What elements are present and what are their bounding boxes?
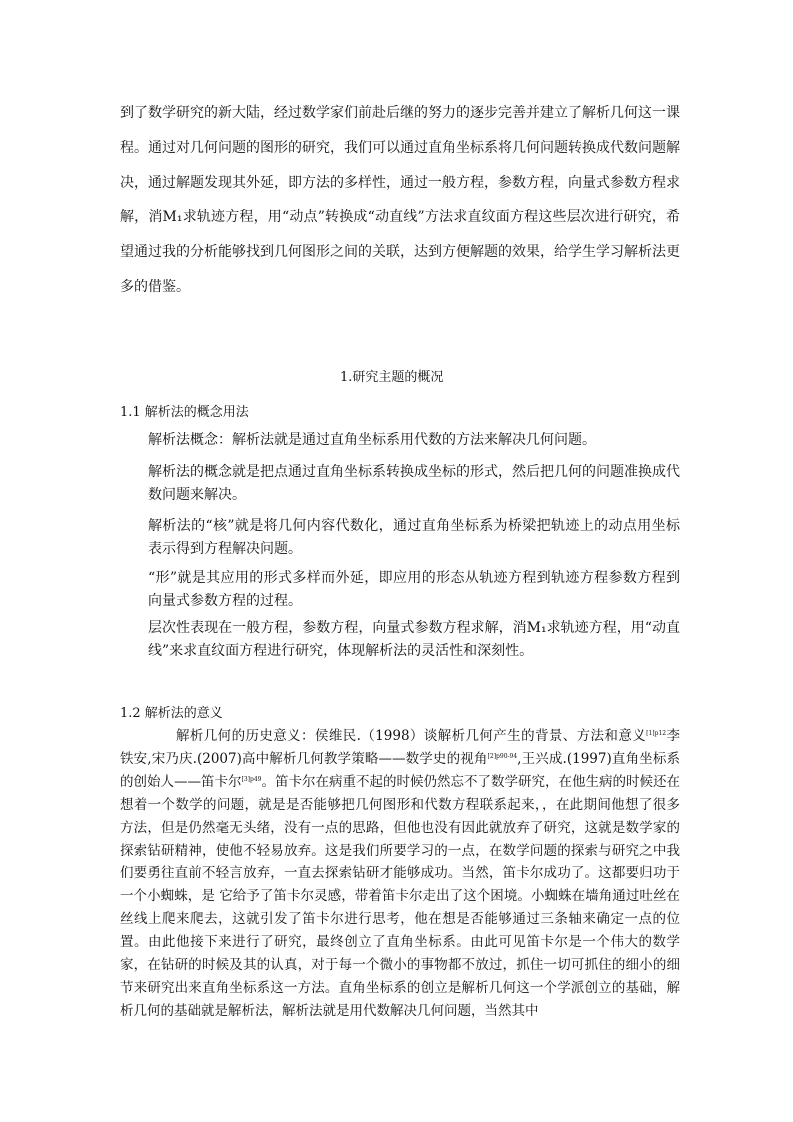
s12-body: 。笛卡尔在病重不起的时候仍然忘不了数学研究，在他生病的时候还在想着一个数学的问题，就是是否能够把几何图形和代数方程联系起来，，在此期间他想了很多方法，但是仍然毫无头绪，没有一点的思路，但他也没有因此就放弃了研究，这就是数学家的探索钻研精神，使他不轻易放弃。这是我们所要学习的一点，在数学问题的探索与研究之中我们要勇往直前不轻言放弃，一直去探索钻研才能够成功。当然，笛卡尔成功了。这都要归功于一个小蜘蛛，是 它给予了笛卡尔灵感，带着笛卡尔走出了这个困境。小蜘蛛在墙角通过吐丝在丝线上爬来爬去，这就引发了笛卡尔进行思考，他在想是否能够通过三条轴来确定一点的位置。由此他接下来进行了研究，最终创立了直角坐标系。由此可见笛卡尔是一个伟大的数学家，在钻研的时候及其的认真，对于每一个微小的事物都不放过，抓住一切可抓住的细小的细节来研究出来直角坐标系这一方法。直角坐标系的创立是解析几何这一个学派创立的基础，解析几何的基础就是解析法，解析法就是用代数解决几何问题，当然其中 — [120, 773, 681, 1019]
citation-1: [1]p12 — [646, 730, 667, 737]
citation-2: [2]p90-94 — [487, 752, 518, 760]
intro-paragraph: 到了数学研究的新大陆，经过数学家们前赴后继的努力的逐步完善并建立了解析几何这一课程。通过对几何问题的图形的研究，我们可以通过直角坐标系将几何问题转换成代数问题解决，通过解题发现其外延，即方法的多样性，通过一般方程，参数方程，向量式参数方程求解，消M₁求轨迹方程，用“动点”转换成“动直线”方法求直纹面方程这些层次进行研究，希望通过我的分析能够找到几何图形之间的关联，达到方便解题的效果，给学生学习解析法更多的借鉴。 — [120, 105, 680, 295]
s11-paragraph-2: 解析法的概念就是把点通过直角坐标系转换成坐标的形式，然后把几何的问题准换成代数问题来解决。 — [148, 464, 680, 503]
s12-part3: ,王兴成.(1997)直角坐标系的创始人——笛卡尔 — [120, 750, 680, 790]
s12-part2: 李铁安,宋乃庆.(2007)高中解析几何教学策略——数学史的视角 — [120, 728, 681, 767]
heading-1-2: 1.2 解析法的意义 — [120, 706, 223, 721]
section-title: 1.研究主题的概况 — [340, 370, 444, 385]
heading-1-1: 1.1 解析法的概念用法 — [120, 405, 249, 420]
s11-paragraph-4: “形”就是其应用的形式多样而外延，即应用的形态从轨迹方程到轨迹方程参数方程到向量式参数方程的过程。 — [148, 570, 680, 609]
s12-paragraph — [120, 725, 680, 1023]
citation-3: [3]p49 — [241, 775, 262, 783]
s12-lead: 解析几何的历史意义：侯维民.（1998）谈解析几何产生的背景、方法和意义 — [176, 728, 647, 744]
s11-paragraph-3: 解析法的“核”就是将几何内容代数化，通过直角坐标系为桥梁把轨迹上的动点用坐标表示得到方程解决问题。 — [148, 518, 680, 557]
s11-paragraph-1: 解析法概念：解析法就是通过直角坐标系用代数的方法来解决几何问题。 — [148, 432, 596, 448]
s11-paragraph-5: 层次性表现在一般方程，参数方程，向量式参数方程求解，消M₁求轨迹方程，用“动直线”来求直纹面方程进行研究，体现解析法的灵活性和深刻性。 — [148, 620, 680, 659]
